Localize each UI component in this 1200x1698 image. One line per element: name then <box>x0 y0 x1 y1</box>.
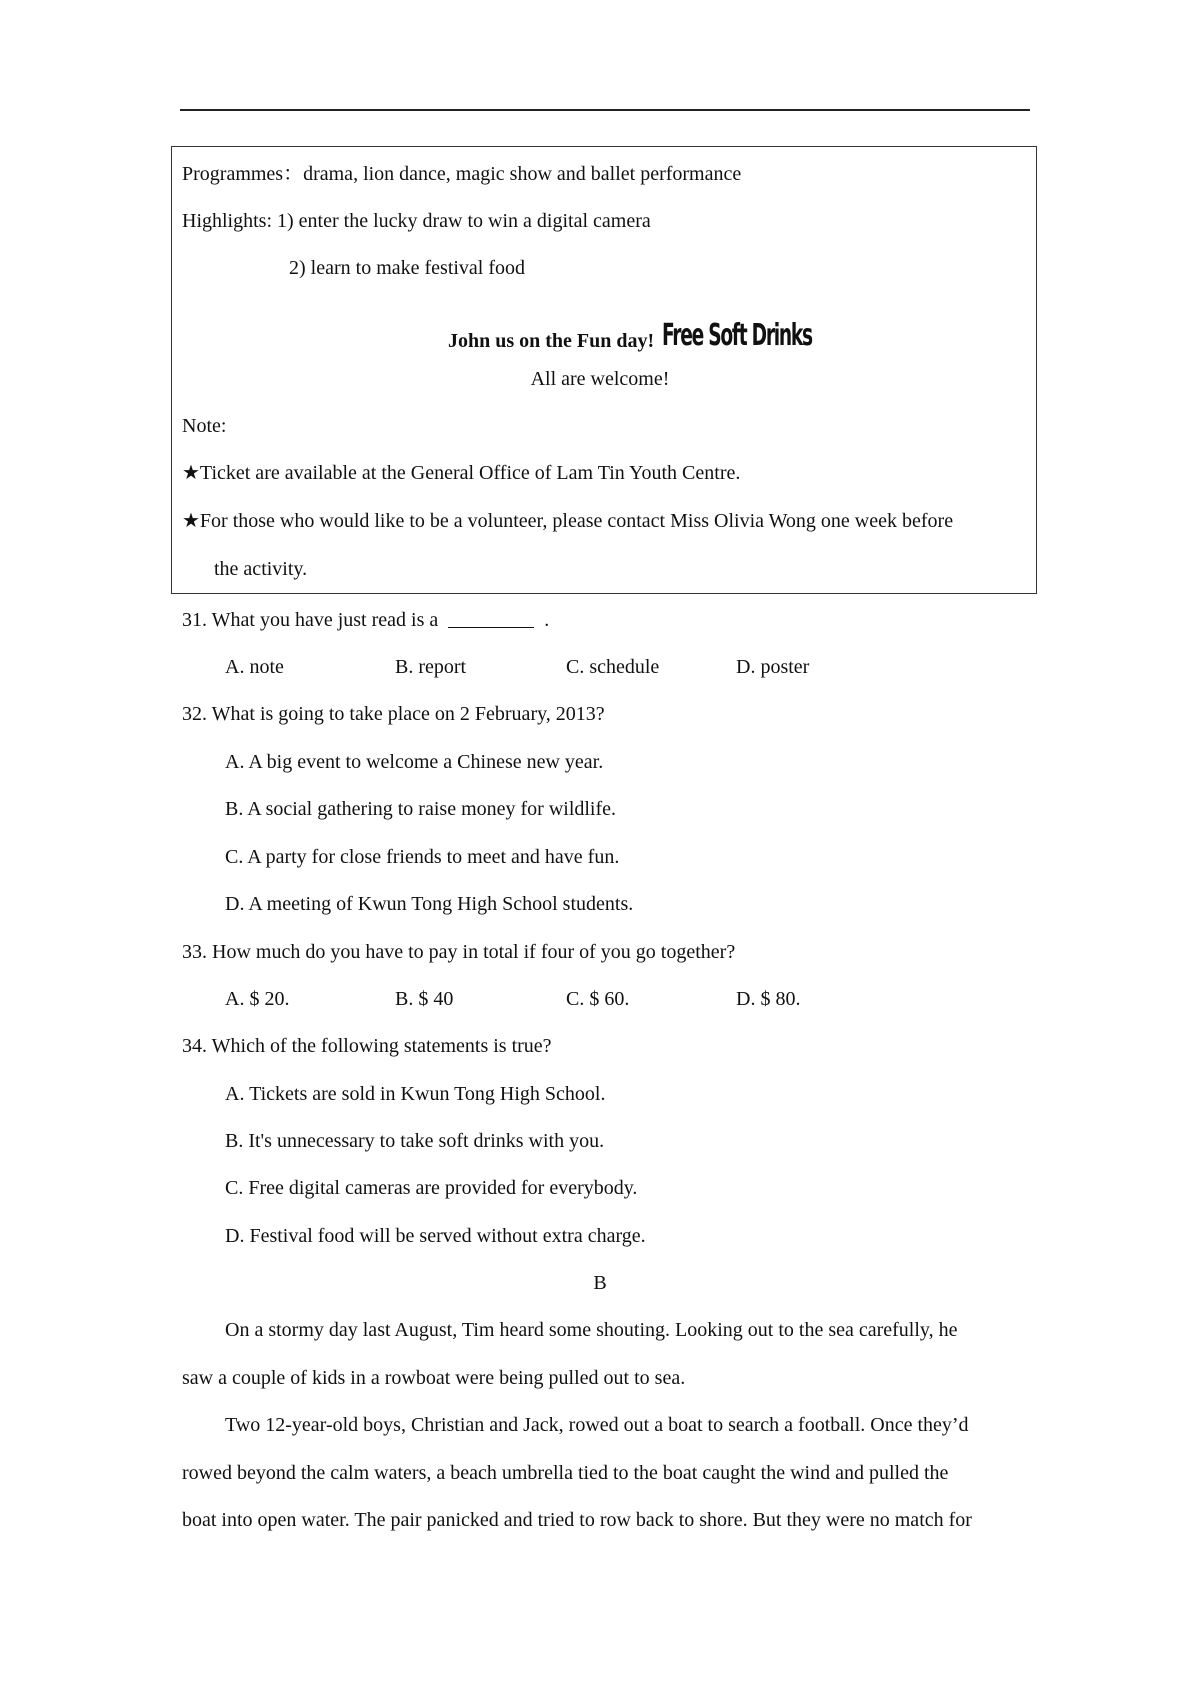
question-31 <box>182 608 549 632</box>
q31-option-a: A. note <box>225 656 284 678</box>
q32-option-c: C. A party for close friends to meet and have fun. <box>225 846 620 868</box>
question-33: 33. How much do you have to pay in total if four of you go together? <box>182 941 736 963</box>
poster-programmes: Programmes：drama, lion dance, magic show and ballet performance <box>182 163 742 185</box>
question-31-period: . <box>544 609 550 631</box>
q34-option-b: B. It's unnecessary to take soft drinks with you. <box>225 1130 605 1152</box>
q32-option-d: D. A meeting of Kwun Tong High School students. <box>225 893 634 915</box>
poster-note-2b: the activity. <box>214 558 308 580</box>
question-34: 34. Which of the following statements is true? <box>182 1035 552 1057</box>
header-rule <box>180 109 1030 111</box>
q33-option-a: A. $ 20. <box>225 988 290 1010</box>
free-soft-drinks-text: Free Soft Drinks <box>662 318 813 353</box>
q34-option-d: D. Festival food will be served without extra charge. <box>225 1225 646 1247</box>
passage-b-p1-line2: saw a couple of kids in a rowboat were being pulled out to sea. <box>182 1367 686 1389</box>
q31-option-c: C. schedule <box>566 656 660 678</box>
q34-option-a: A. Tickets are sold in Kwun Tong High School. <box>225 1083 606 1105</box>
poster-note-1: ★Ticket are available at the General Office of Lam Tin Youth Centre. <box>182 462 741 484</box>
q34-option-c: C. Free digital cameras are provided for everybody. <box>225 1177 638 1199</box>
poster-note-label: Note: <box>182 415 227 437</box>
q33-option-d: D. $ 80. <box>736 988 801 1010</box>
answer-blank <box>448 609 534 628</box>
poster-join-line <box>448 318 832 353</box>
q32-option-a: A. A big event to welcome a Chinese new year. <box>225 751 604 773</box>
passage-b-p2-line3: boat into open water. The pair panicked and tried to row back to shore. But they were no match for <box>182 1509 972 1531</box>
q31-option-d: D. poster <box>736 656 810 678</box>
passage-b-p2-line1: Two 12-year-old boys, Christian and Jack, rowed out a boat to search a football. Once they’d <box>225 1414 969 1436</box>
poster-welcome: All are welcome! <box>530 368 670 390</box>
q33-option-c: C. $ 60. <box>566 988 630 1010</box>
q32-option-b: B. A social gathering to raise money for wildlife. <box>225 798 617 820</box>
q33-option-b: B. $ 40 <box>395 988 454 1010</box>
poster-highlights-1: Highlights: 1) enter the lucky draw to win a digital camera <box>182 210 651 232</box>
passage-b-p2-line2: rowed beyond the calm waters, a beach umbrella tied to the boat caught the wind and pulled the <box>182 1462 949 1484</box>
q31-option-b: B. report <box>395 656 467 678</box>
question-31-text: 31. What you have just read is a <box>182 609 439 631</box>
poster-join-text: John us on the Fun day! <box>448 330 655 352</box>
question-32: 32. What is going to take place on 2 February, 2013? <box>182 703 605 725</box>
poster-note-2a: ★For those who would like to be a volunteer, please contact Miss Olivia Wong one week before <box>182 510 954 532</box>
section-b-heading: B <box>593 1272 607 1294</box>
passage-b-p1-line1: On a stormy day last August, Tim heard some shouting. Looking out to the sea carefully, he <box>225 1319 958 1341</box>
poster-highlights-2: 2) learn to make festival food <box>289 257 526 279</box>
